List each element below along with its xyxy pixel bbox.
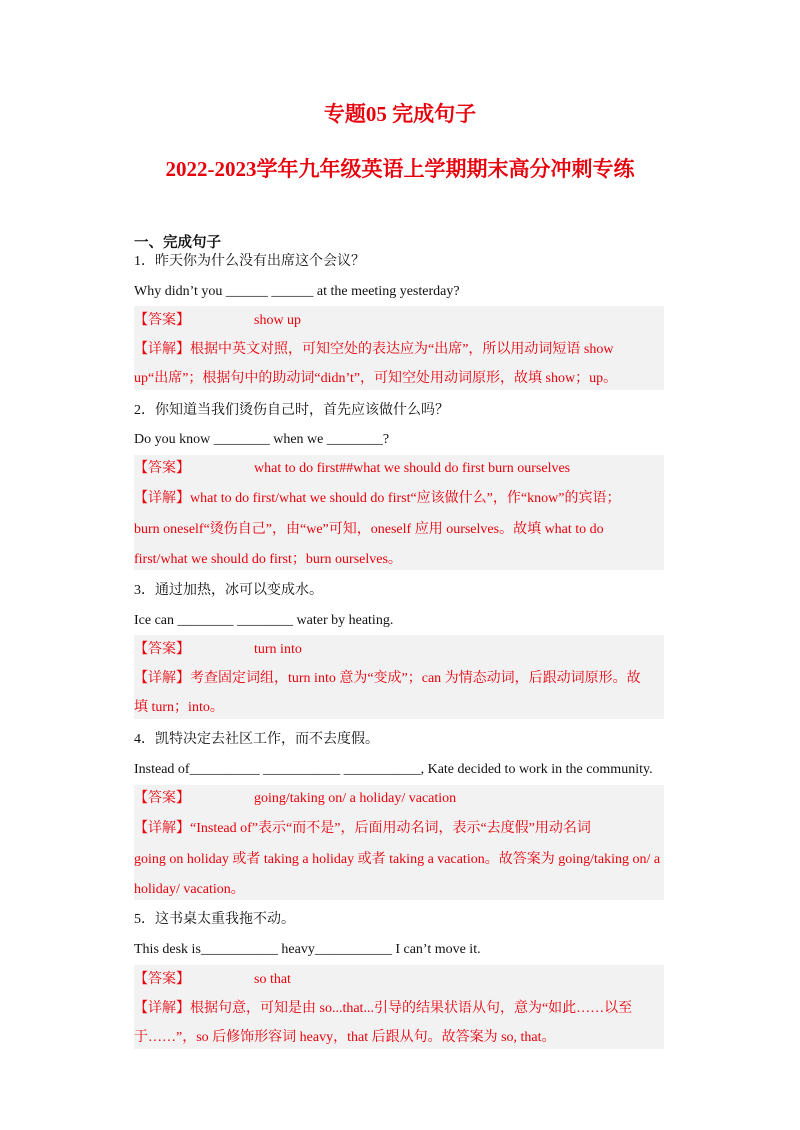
answer-box-4 [134, 785, 664, 900]
answer-box-1 [134, 306, 664, 390]
question-3-sentence: Ice can ________ ________ water by heating. [134, 613, 394, 628]
explain-line: 【详解】考查固定词组，turn into 意为“变成”；can 为情态动词，后跟动词原形。故 [134, 671, 641, 686]
answer-box-5 [134, 965, 664, 1049]
explain-line: 【详解】根据中英文对照，可知空处的表达应为“出席”，所以用动词短语 show [134, 342, 614, 357]
explain-line: holiday/ vacation。 [134, 882, 245, 897]
question-3-prompt: 3．通过加热，冰可以变成水。 [134, 583, 323, 598]
explain-line: 于……”，so 后修饰形容词 heavy，that 后跟从句。故答案为 so, that。 [134, 1030, 556, 1045]
question-2-prompt: 2．你知道当我们烫伤自己时，首先应该做什么吗？ [134, 403, 449, 418]
explain-line: burn oneself“烫伤自己”，由“we”可知，oneself 应用 ourselves。故填 what to do [134, 522, 604, 537]
page-subtitle: 2022-2023学年九年级英语上学期期末高分冲刺专练 [165, 157, 635, 181]
question-2-sentence: Do you know ________ when we ________? [134, 432, 390, 447]
question-1-sentence: Why didn’t you ______ ______ at the meeting yesterday? [134, 284, 460, 299]
section-title: 一、完成句子 [134, 235, 221, 251]
explain-line: up“出席”；根据句中的助动词“didn’t”，可知空处用动词原形，故填 show；up。 [134, 371, 618, 386]
answer-box-3 [134, 635, 664, 719]
explain-line: 【详解】what to do first/what we should do first“应该做什么”，作“know”的宾语； [134, 491, 621, 506]
explain-line: going on holiday 或者 taking a holiday 或者 taking a vacation。故答案为 going/taking on/ a [134, 852, 661, 867]
answer-text: so that [254, 972, 291, 987]
question-5-prompt: 5．这书桌太重我拖不动。 [134, 912, 295, 927]
explain-line: 填 turn；into。 [134, 700, 224, 715]
answer-text: show up [254, 313, 302, 328]
explain-line: first/what we should do first；burn ourselves。 [134, 552, 402, 567]
answer-text: going/taking on/ a holiday/ vacation [254, 791, 457, 806]
answer-label: 【答案】 [134, 791, 190, 806]
question-1-prompt: 1．昨天你为什么没有出席这个会议？ [134, 254, 365, 269]
question-4-sentence: Instead of__________ ___________ ___________, Kate decided to work in the community. [134, 762, 653, 777]
answer-text: turn into [254, 642, 302, 657]
answer-label: 【答案】 [134, 642, 190, 657]
explain-line: 【详解】“Instead of”表示“而不是”，后面用动名词，表示“去度假”用动名词 [134, 821, 591, 836]
answer-label: 【答案】 [134, 461, 190, 476]
answer-label: 【答案】 [134, 313, 190, 328]
question-5-sentence: This desk is___________ heavy___________ I can’t move it. [134, 942, 481, 957]
answer-text: what to do first##what we should do first burn ourselves [254, 461, 571, 476]
answer-label: 【答案】 [134, 972, 190, 987]
answer-box-2 [134, 455, 664, 570]
page-title: 专题05 完成句子 [323, 102, 477, 126]
explain-line: 【详解】根据句意，可知是由 so...that...引导的结果状语从句，意为“如此……以至 [134, 1001, 633, 1016]
question-4-prompt: 4．凯特决定去社区工作，而不去度假。 [134, 732, 379, 747]
